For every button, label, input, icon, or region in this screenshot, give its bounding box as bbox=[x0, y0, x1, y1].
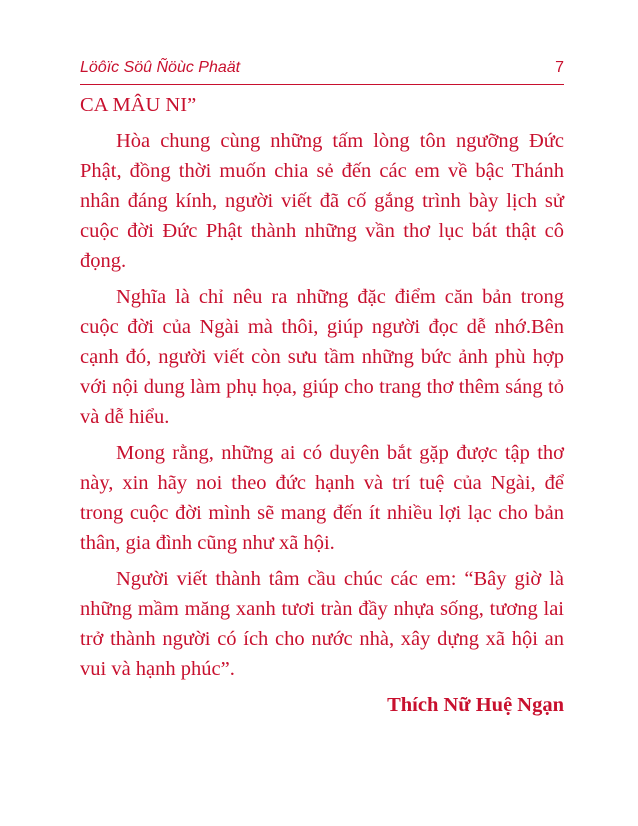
paragraph-2: Nghĩa là chỉ nêu ra những đặc điểm căn bản trong cuộc đời của Ngài mà thôi, giúp người đọc dễ nhớ.Bên cạnh đó, người viết còn sưu tầm những bức ảnh phù hợp với nội dung làm phụ họa, giúp cho trang thơ thêm sáng tỏ và dễ hiểu. bbox=[80, 286, 564, 428]
paragraph-4: Người viết thành tâm cầu chúc các em: “Bây giờ là những mầm măng xanh tươi tràn đầy nhựa sống, tương lai trở thành người có ích cho nước nhà, xây dựng xã hội an vui và hạnh phúc”. bbox=[80, 568, 564, 680]
page-number: 7 bbox=[555, 59, 564, 76]
page-header bbox=[80, 58, 564, 85]
continuation-line: CA MÂU NI” bbox=[80, 94, 197, 116]
body-text bbox=[80, 90, 564, 726]
author-signature: Thích Nữ Huệ Ngạn bbox=[387, 694, 564, 716]
running-title: Löôïc Söû Ñöùc Phaät bbox=[80, 59, 241, 76]
paragraph-3: Mong rằng, những ai có duyên bắt gặp được tập thơ này, xin hãy noi theo đức hạnh và trí tuệ của Ngài, để trong cuộc đời mình sẽ mang đến ít nhiều lợi lạc cho bản thân, gia đình cũng như xã hội. bbox=[80, 442, 564, 554]
paragraph-1: Hòa chung cùng những tấm lòng tôn ngưỡng Đức Phật, đồng thời muốn chia sẻ đến các em về bậc Thánh nhân đáng kính, người viết đã cố gắng trình bày lịch sử cuộc đời Đức Phật thành những vần thơ lục bát thật cô đọng. bbox=[80, 130, 564, 272]
